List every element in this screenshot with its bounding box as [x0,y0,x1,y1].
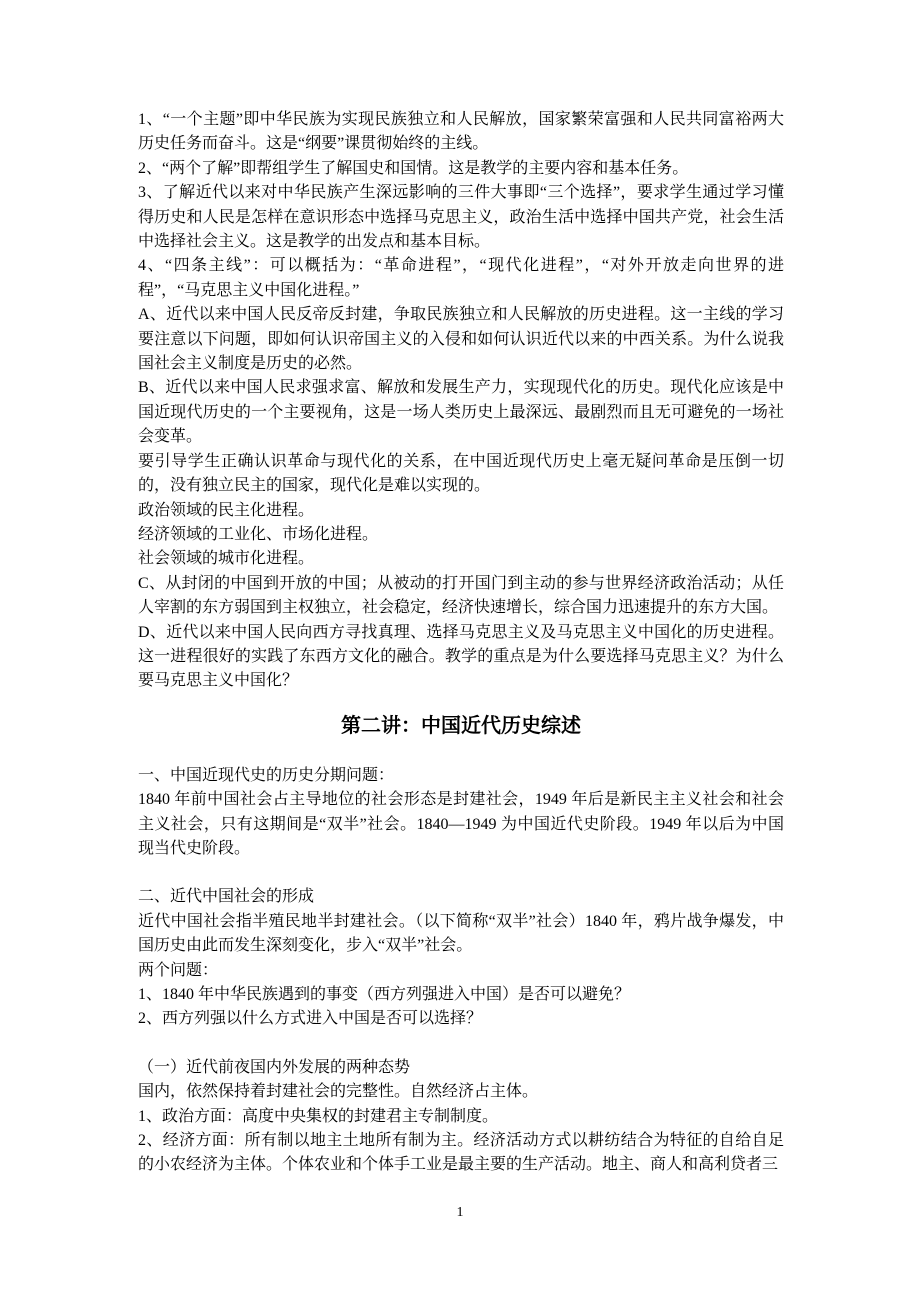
page-number: 1 [456,1205,464,1220]
paragraph: 2、“两个了解”即帮组学生了解国史和国情。这是教学的主要内容和基本任务。 [138,159,689,177]
paragraph: C、从封闭的中国到开放的中国；从被动的打开国门到主动的参与世界经济政治活动；从任人宰割的东方弱国到主权独立，社会稳定，经济快速增长，综合国力迅速提升的东方大国。 [138,574,784,617]
paragraph: 1840 年前中国社会占主导地位的社会形态是封建社会，1949 年后是新民主主义社会和社会主义社会，只有这期间是“双半”社会。1840—1949 为中国近代史阶段。1949 年以后为中国现当代史阶段。 [138,791,784,857]
paragraph: 经济领域的工业化、市场化进程。 [138,525,379,543]
paragraph: 两个问题： [138,961,219,979]
paragraph: 二、近代中国社会的形成 [138,888,315,906]
paragraph: 3、了解近代以来对中华民族产生深远影响的三件大事即“三个选择”，要求学生通过学习懂得历史和人民是怎样在意识形态中选择马克思主义，政治生活中选择中国共产党，社会生活中选择社会主义。这是教学的出发点和基本目标。 [138,184,784,251]
paragraph: 1、政治方面：高度中央集权的封建君主专制制度。 [138,1107,499,1125]
paragraph: 1、1840 年中华民族遇到的事变（西方列强进入中国）是否可以避免？ [138,986,631,1003]
paragraph: 政治领域的民主化进程。 [138,501,315,519]
paragraph: 2、西方列强以什么方式进入中国是否可以选择？ [138,1010,483,1028]
paragraph: 一、中国近现代史的历史分期问题： [138,766,395,784]
paragraph: 4、“四条主线”：可以概括为：“革命进程”，“现代化进程”，“对外开放走向世界的进程”，“马克思主义中国化进程。” [138,257,784,299]
paragraph: 1、“一个主题”即中华民族为实现民族独立和人民解放，国家繁荣富强和人民共同富裕两大历史任务而奋斗。这是“纲要”课贯彻始终的主线。 [138,111,784,153]
paragraph: 社会领域的城市化进程。 [138,550,315,568]
paragraph: 要引导学生正确认识革命与现代化的关系，在中国近现代历史上毫无疑问革命是压倒一切的，没有独立民主的国家，现代化是难以实现的。 [138,452,784,495]
paragraph: B、近代以来中国人民求强求富、解放和发展生产力，实现现代化的历史。现代化应该是中国近现代历史的一个主要视角，这是一场人类历史上最深远、最剧烈而且无可避免的一场社会变革。 [138,379,784,446]
section-heading: 第二讲：中国近代历史综述 [341,714,581,737]
paragraph: D、近代以来中国人民向西方寻找真理、选择马克思主义及马克思主义中国化的历史进程。这一进程很好的实践了东西方文化的融合。教学的重点是为什么要选择马克思主义？为什么要马克思主义中国化？ [138,623,784,690]
paragraph: 国内，依然保持着封建社会的完整性。自然经济占主体。 [138,1083,539,1101]
paragraph: 2、经济方面：所有制以地主土地所有制为主。经济活动方式以耕纺结合为特征的自给自足的小农经济为主体。个体农业和个体手工业是最主要的生产活动。地主、商人和高利贷者三 [138,1132,784,1174]
paragraph: A、近代以来中国人民反帝反封建，争取民族独立和人民解放的历史进程。这一主线的学习要注意以下问题，即如何认识帝国主义的入侵和如何认识近代以来的中西关系。为什么说我国社会主义制度是历史的必然。 [138,306,784,373]
paragraph: 近代中国社会指半殖民地半封建社会。（以下简称“双半”社会）1840 年，鸦片战争爆发，中国历史由此而发生深刻变化，步入“双半”社会。 [138,912,784,955]
paragraph: （一）近代前夜国内外发展的两种态势 [138,1058,411,1076]
page-content [138,108,784,1178]
